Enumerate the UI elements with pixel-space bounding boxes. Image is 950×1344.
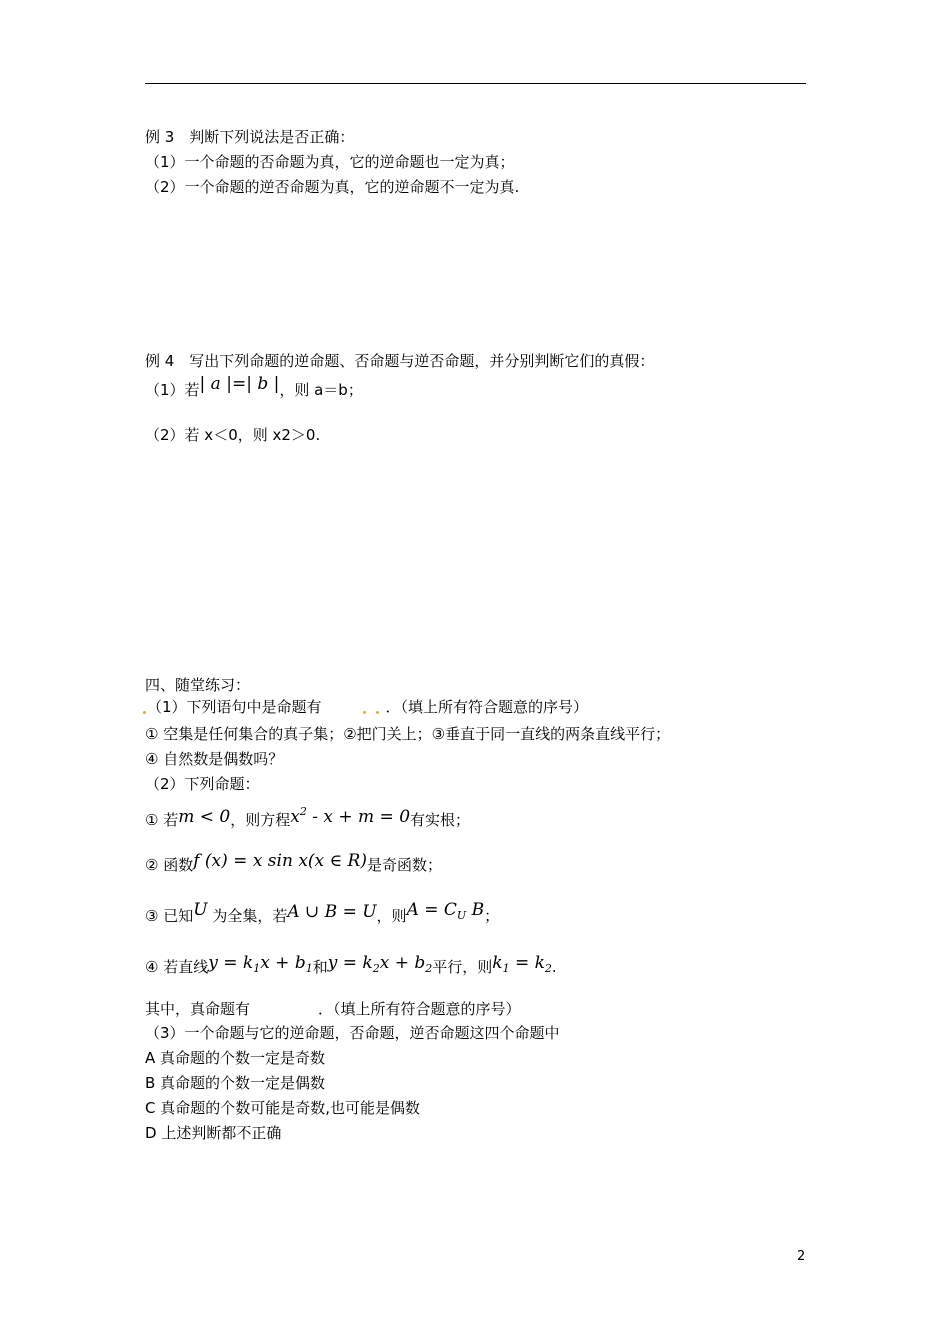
practice-q1-option-4: ④ 自然数是偶数吗？ <box>145 750 284 768</box>
practice-q3-option-b: B 真命题的个数一定是偶数 <box>145 1074 326 1092</box>
practice-q2-tail: 其中，真命题有 ．（填上所有符合题意的序号） <box>145 1000 521 1018</box>
practice-q3-head: （3）一个命题与它的逆命题，否命题，逆否命题这四个命题中 <box>145 1024 560 1042</box>
example-4-item-1: （1）若| a |=| b |，则 a＝b； <box>145 374 363 399</box>
example-4-item-2: （2）若 x＜0，则 x2＞0. <box>145 426 321 444</box>
mark-dot <box>143 711 146 714</box>
practice-q3-option-d: D 上述判断都不正确 <box>145 1124 282 1142</box>
header-rule <box>145 83 806 84</box>
example-3-item-2: （2）一个命题的逆否命题为真，它的逆命题不一定为真. <box>145 178 520 196</box>
mark-dot <box>363 711 366 714</box>
practice-heading: 四、随堂练习： <box>145 676 251 694</box>
practice-q2-item-1: ① 若m < 0，则方程$x^2 - x + m = 0$有实根； <box>145 805 471 829</box>
mark-dot <box>376 711 379 714</box>
example-3-title: 例 3 判断下列说法是否正确： <box>145 128 355 146</box>
abs-equation: | a |=| b | <box>199 374 280 394</box>
page-number: 2 <box>797 1249 806 1264</box>
practice-q3-option-c: C 真命题的个数可能是奇数,也可能是偶数 <box>145 1099 421 1117</box>
practice-q1-options: ① 空集是任何集合的真子集；②把门关上；③垂直于同一直线的两条直线平行； <box>145 725 671 743</box>
practice-q2-head: （2）下列命题： <box>145 775 260 793</box>
practice-q2-item-2: ② 函数f (x) = x sin x(x ∈ R)是奇函数； <box>145 851 442 874</box>
practice-q2-item-4: ④ 若直线$y = k_1x + b_1$和$y = k_2x + b_2$平行，则$k_1 = k_2$. <box>145 953 557 976</box>
practice-q3-option-a: A 真命题的个数一定是奇数 <box>145 1049 326 1067</box>
practice-q1: （1）下列语句中是命题有 ．（填上所有符合题意的序号） <box>142 697 588 717</box>
practice-q2-item-3: ③ 已知U 为全集，若A ∪ B = U，则$A = C_U$ B； <box>145 900 500 925</box>
example-4-title: 例 4 写出下列命题的逆命题、否命题与逆否命题，并分别判断它们的真假： <box>145 352 655 370</box>
example-3-item-1: （1）一个命题的否命题为真，它的逆命题也一定为真； <box>145 153 515 171</box>
